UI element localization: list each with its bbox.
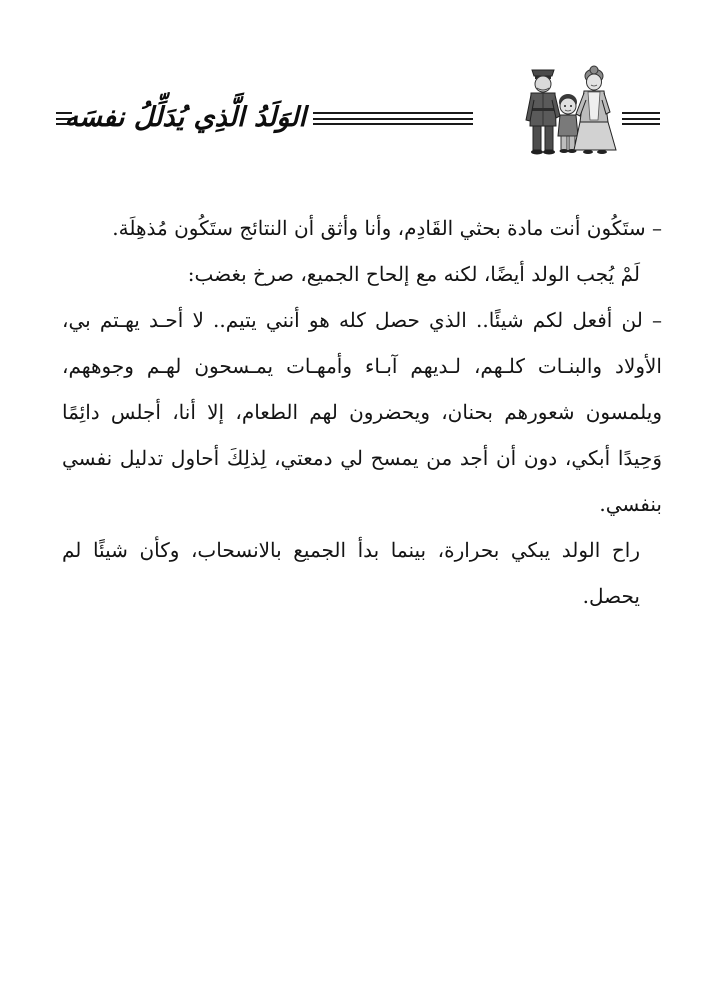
mother-figure (574, 66, 616, 154)
paragraph-narration-1: لَمْ يُجب الولد أيضًا، لكنه مع إلحاح الجميع، صرخ بغضب: (187, 262, 640, 286)
chapter-header (56, 62, 660, 162)
paragraph-dialogue-1: – ستَكُون أنت مادة بحثي القَادِم، وأنا وأثق أن النتائج ستَكُون مُذهِلَة. (112, 216, 662, 240)
story-body (62, 205, 662, 619)
chapter-title: الوَلَدُ الَّذِي يُدَلِّلُ نفسَه (64, 102, 306, 133)
header-rule-right (622, 112, 660, 125)
header-rule-middle (313, 112, 473, 125)
paragraph-narration-2: راح الولد يبكي بحرارة، بينما بدأ الجميع بالانسحاب، وكأن شيئًا لم يحصل. (62, 538, 640, 608)
father-figure (526, 70, 560, 155)
paragraph-dialogue-2: – لن أفعل لكم شيئًا.. الذي حصل كله هو أنني يتيم.. لا أحـد يهـتم بي، الأولاد والبنـات كلـهم، لـديهم آبـاء وأمهـات يمـسحون لهـم وجوههم، ويلمسون شعورهم بحنان، ويحضرون لهم الطعام، إلا أنا، أجلس دائِمًا وَحِيدًا أبكي، دون أن أجد من يمسح لي دمعتي، لِذلِكَ أحاول تدليل نفسي بنفسي. (62, 308, 662, 516)
family-figures-illustration (518, 62, 618, 158)
